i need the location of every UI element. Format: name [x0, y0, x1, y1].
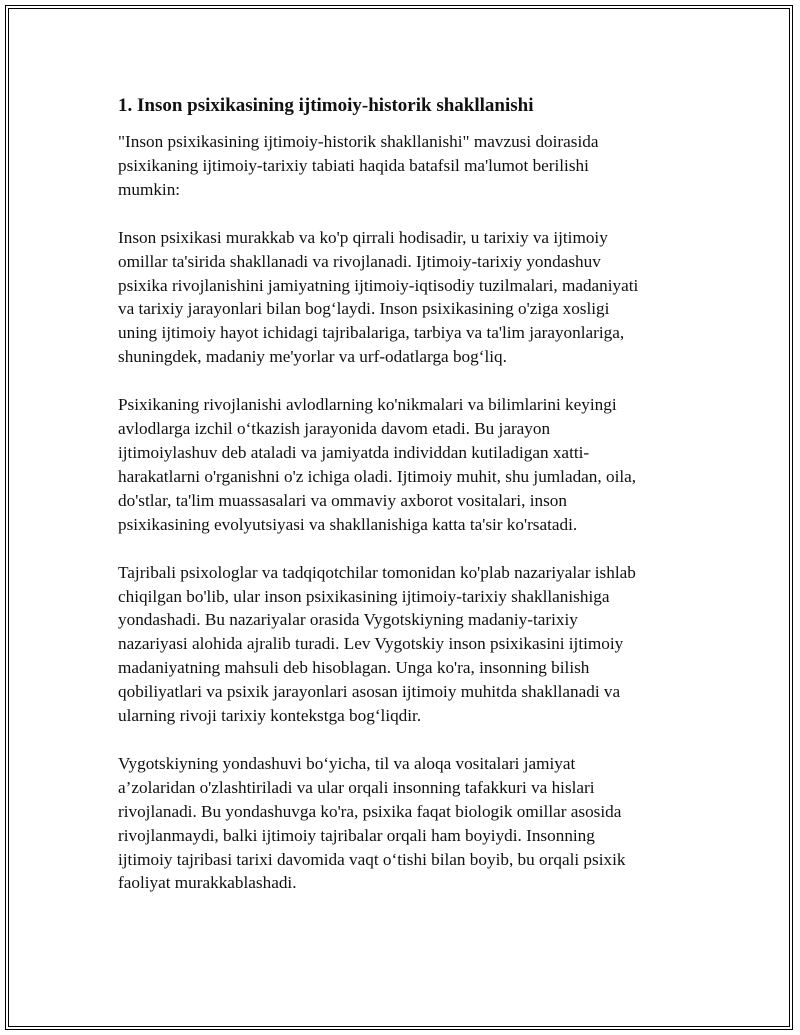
paragraph-socialization [118, 393, 678, 536]
text-line: va tarixiy jarayonlari bilan bog‘laydi. Inson psixikasining o'ziga xosligi [118, 299, 610, 319]
paragraph-vygotsky-approach [118, 752, 678, 895]
text-line: Vygotskiyning yondashuvi bo‘yicha, til va aloqa vositalari jamiyat [118, 753, 576, 773]
text-line: omillar ta'sirida shakllanadi va rivojlanadi. Ijtimoiy-tarixiy yondashuv [118, 251, 601, 271]
text-line: chiqilgan bo'lib, ular inson psixikasining ijtimoiy-tarixiy shakllanishiga [118, 586, 610, 606]
text-line: ijtimoiy tajribasi tarixi davomida vaqt o‘tishi bilan boyib, bu orqali psixik [118, 849, 626, 869]
text-line: mumkin: [118, 179, 181, 199]
text-line: harakatlarni o'rganishni o'z ichiga oladi. Ijtimoiy muhit, shu jumladan, oila, [118, 466, 637, 486]
text-line: shuningdek, madaniy me'yorlar va urf-odatlarga bog‘liq. [118, 347, 507, 367]
text-line: psixikaning ijtimoiy-tarixiy tabiati haqida batafsil ma'lumot berilishi [118, 155, 589, 175]
text-line: ularning rivoji tarixiy kontekstga bog‘liqdir. [118, 706, 422, 726]
text-line: rivojlanmaydi, balki ijtimoiy tajribalar orqali ham boyiydi. Insonning [118, 825, 595, 845]
text-line: rivojlanadi. Bu yondashuvga ko'ra, psixika faqat biologik omillar asosida [118, 801, 622, 821]
text-line: Psixikaning rivojlanishi avlodlarning ko'nikmalari va bilimlarini keyingi [118, 395, 617, 415]
text-line: "Inson psixikasining ijtimoiy-historik shakllanishi" mavzusi doirasida [118, 132, 599, 151]
text-line: nazariyasi alohida ajralib turadi. Lev Vygotskiy inson psixikasini ijtimoiy [118, 634, 624, 654]
text-line: psixikasining evolyutsiyasi va shakllanishiga katta ta'sir ko'rsatadi. [118, 514, 578, 534]
text-line: madaniyatning mahsuli deb hisoblagan. Unga ko'ra, insonning bilish [118, 658, 590, 678]
document-body [118, 94, 678, 919]
text-line: psixika rivojlanishini jamiyatning ijtimoiy-iqtisodiy tuzilmalari, madaniyati [118, 275, 639, 295]
text-line: yondashadi. Bu nazariyalar orasida Vygotskiyning madaniy-tarixiy [118, 610, 578, 630]
text-line: do'stlar, ta'lim muassasalari va ommaviy axborot vositalari, inson [118, 490, 567, 510]
paragraph-intro [118, 130, 678, 202]
text-line: uning ijtimoiy hayot ichidagi tajribalariga, tarbiya va ta'lim jarayonlariga, [118, 323, 625, 343]
text-line: faoliyat murakkablashadi. [118, 873, 297, 893]
text-line: Inson psixikasi murakkab va ko'p qirrali hodisadir, u tarixiy va ijtimoiy [118, 227, 608, 247]
paragraph-psyche-complexity [118, 226, 678, 369]
text-line: Tajribali psixologlar va tadqiqotchilar tomonidan ko'plab nazariyalar ishlab [118, 562, 636, 582]
section-heading: 1. Inson psixikasining ijtimoiy-historik shakllanishi [118, 95, 534, 116]
text-line: a’zolaridan o'zlashtiriladi va ular orqali insonning tafakkuri va hislari [118, 777, 595, 797]
paragraph-theories [118, 561, 678, 728]
text-line: ijtimoiylashuv deb ataladi va jamiyatda individdan kutiladigan xatti- [118, 442, 590, 462]
text-line: qobiliyatlari va psixik jarayonlari asosan ijtimoiy muhitda shakllanadi va [118, 682, 621, 702]
text-line: avlodlarga izchil o‘tkazish jarayonida davom etadi. Bu jarayon [118, 419, 551, 439]
